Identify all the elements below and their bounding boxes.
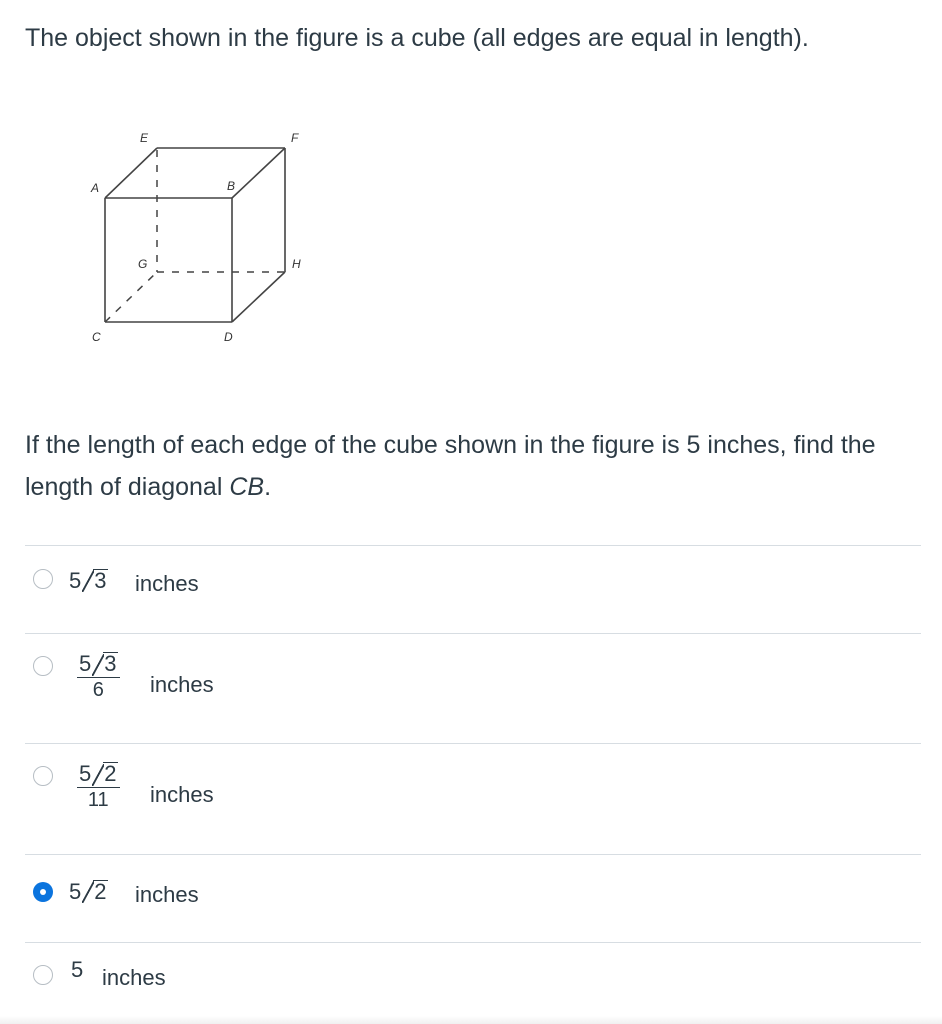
vertex-label-F: F <box>291 131 299 145</box>
vertex-label-A: A <box>91 181 100 195</box>
diagonal-name: CB <box>229 473 265 501</box>
answer-2-math: 5 3 6 <box>77 652 120 701</box>
sqrt-symbol: 3 <box>82 568 107 594</box>
vertex-label-C: C <box>92 330 101 344</box>
cube-figure <box>60 120 340 360</box>
sqrt-symbol: 3 <box>92 652 117 675</box>
answer-option-1[interactable] <box>25 545 921 633</box>
answer-1-math: 5 3 <box>69 568 107 593</box>
vertex-label-E: E <box>140 131 149 145</box>
vertex-label-H: H <box>292 257 301 271</box>
edge-AE <box>105 148 157 198</box>
edge-BF <box>232 148 285 198</box>
radio-button-1[interactable] <box>33 569 53 589</box>
answer-3-math: 5 2 11 <box>77 762 120 811</box>
question-prompt: The object shown in the figure is a cube (all edges are equal in length). <box>25 24 809 52</box>
answer-2-unit: inches <box>150 672 214 697</box>
answer-list <box>25 545 921 1023</box>
answer-5-unit: inches <box>102 965 166 990</box>
radio-button-3[interactable] <box>33 766 53 786</box>
radio-button-5[interactable] <box>33 965 53 985</box>
edge-CG-hidden <box>105 272 157 322</box>
answer-option-3[interactable] <box>25 743 921 854</box>
answer-1-unit: inches <box>135 571 199 596</box>
vertex-label-D: D <box>224 330 233 344</box>
vertex-label-B: B <box>227 179 236 193</box>
radio-button-4-selected[interactable] <box>33 882 53 902</box>
sqrt-symbol: 2 <box>82 879 107 905</box>
answer-option-2[interactable] <box>25 633 921 743</box>
answer-option-5[interactable] <box>25 942 921 1023</box>
sqrt-symbol: 2 <box>92 762 117 785</box>
answer-option-4[interactable] <box>25 854 921 942</box>
answer-4-math: 5 2 <box>69 879 107 904</box>
bottom-edge-shade <box>0 1016 942 1024</box>
vertex-label-G: G <box>138 257 148 271</box>
answer-4-unit: inches <box>135 882 199 907</box>
answer-5-math: 5 <box>71 957 84 982</box>
radio-button-2[interactable] <box>33 656 53 676</box>
edge-DH <box>232 272 285 322</box>
question-text: If the length of each edge of the cube shown in the figure is 5 inches, find the length of diagonal CB. <box>25 431 876 501</box>
answer-3-unit: inches <box>150 782 214 807</box>
